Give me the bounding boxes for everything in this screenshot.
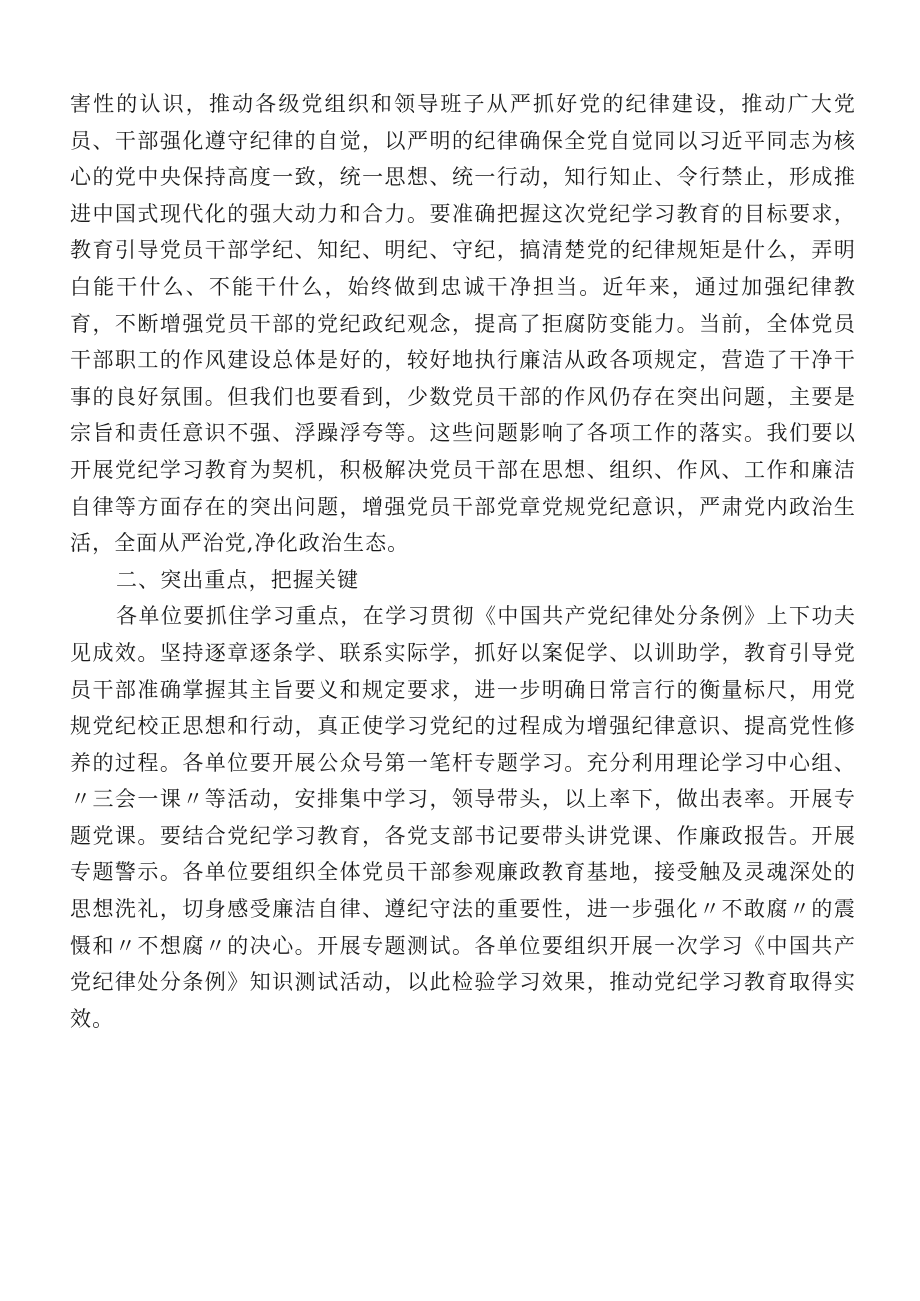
paragraph-focus: 各单位要抓住学习重点，在学习贯彻《中国共产党纪律处分条例》上下功夫见成效。坚持逐章逐条学、联系实际学，抓好以案促学、以训助学，教育引导党员干部准确掌握其主旨要义和规定要求，进一步明确日常言行的衡量标尺，用党规党纪校正思想和行动，真正使学习党纪的过程成为增强纪律意识、提高党性修养的过程。各单位要开展公众号第一笔杆专题学习。充分利用理论学习中心组、〃三会一课〃等活动，安排集中学习，领导带头，以上率下，做出表率。开展专题党课。要结合党纪学习教育，各党支部书记要带头讲党课、作廉政报告。开展专题警示。各单位要组织全体党员干部参观廉政教育基地，接受触及灵魂深处的思想洗礼，切身感受廉洁自律、遵纪守法的重要性，进一步强化〃不敢腐〃的震慑和〃不想腐〃的决心。开展专题测试。各单位要组织开展一次学习《中国共产党纪律处分条例》知识测试活动，以此检验学习效果，推动党纪学习教育取得实效。 [70,604,856,1031]
section-heading: 二、突出重点，把握关键 [116,567,360,592]
paragraph-continued: 害性的认识，推动各级党组织和领导班子从严抓好党的纪律建设，推动广大党员、干部强化遵守纪律的自觉，以严明的纪律确保全党自觉同以习近平同志为核心的党中央保持高度一致，统一思想、统一行动，知行知止、令行禁止，形成推进中国式现代化的强大动力和合力。要准确把握这次党纪学习教育的目标要求，教育引导党员干部学纪、知纪、明纪、守纪，搞清楚党的纪律规矩是什么，弄明白能干什么、不能干什么，始终做到忠诚干净担当。近年来，通过加强纪律教育，不断增强党员干部的党纪政纪观念，提高了拒腐防变能力。当前，全体党员干部职工的作风建设总体是好的，较好地执行廉洁从政各项规定，营造了干净干事的良好氛围。但我们也要看到，少数党员干部的作风仍存在突出问题，主要是宗旨和责任意识不强、浮躁浮夸等。这些问题影响了各项工作的落实。我们要以开展党纪学习教育为契机，积极解决党员干部在思想、组织、作风、工作和廉洁自律等方面存在的突出问题，增强党员干部党章党规党纪意识，严肃党内政治生活，全面从严治党,净化政治生态。 [70,92,856,556]
document-page [70,86,856,1037]
